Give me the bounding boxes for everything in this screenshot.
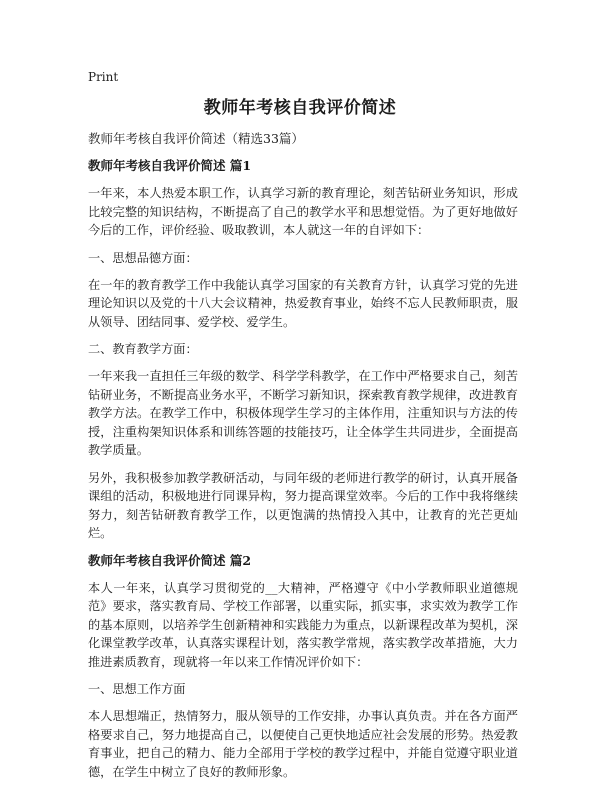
paragraph: 一年来我一直担任三年级的数学、科学学科教学，在工作中严格要求自己，刻苦钻研业务，不断提高业务水平，不断学习新知识，探索教育教学规律，改进教育教学方法。在教学工作中，积极体现学生学习的主体作用，注重知识与方法的传授，注重构架知识体系和训练答题的技能技巧，让全体学生共同进步，全面提高教学质量。 — [88, 369, 518, 457]
paragraph: 本人思想端正，热情努力，服从领导的工作安排，办事认真负责。并在各方面严格要求自己，努力地提高自己，以便使自己更快地适应社会发展的形势。热爱教育事业，把自己的精力、能力全部用于学校的教学过程中，并能自觉遵守职业道德，在学生中树立了良好的教师形象。 — [88, 709, 518, 779]
section-subheading: 二、教育教学方面： — [88, 342, 198, 356]
article-2 — [88, 552, 518, 782]
paragraph: 在一年的教育教学工作中我能认真学习国家的有关教育方针，认真学习党的先进理论知识以及党的十八大会议精神，热爱教育事业，始终不忘人民教师职责，服从领导、团结同事、爱学校、爱学生。 — [88, 277, 518, 329]
page-title: 教师年考核自我评价简述 — [203, 98, 397, 118]
print-link[interactable]: Print — [88, 70, 119, 84]
article-1 — [88, 157, 518, 543]
paragraph: 一年来，本人热爱本职工作，认真学习新的教育理论，刻苦钻研业务知识，形成比较完整的知识结构，不断提高了自己的教学水平和思想觉悟。为了更好地做好今后的工作，评价经验、吸取教训，本人就这一年的自评如下： — [88, 186, 518, 237]
document-subtitle: 教师年考核自我评价简述（精选33篇） — [88, 131, 304, 146]
article-heading: 教师年考核自我评价简述 篇1 — [88, 158, 252, 173]
section-subheading: 一、思想品德方面： — [88, 250, 198, 265]
article-heading: 教师年考核自我评价简述 篇2 — [88, 552, 252, 568]
document-body — [88, 130, 518, 790]
section-subheading: 一、思想工作方面 — [88, 682, 186, 696]
paragraph: 本人一年来，认真学习贯彻党的__大精神，严格遵守《中小学教师职业道德规范》要求，落实教育局、学校工作部署，以重实际，抓实事，求实效为教学工作的基本原则，以培养学生创新精神和实践能力为重点，以新课程改革为契机，深化课堂教学改革，认真落实课程计划，落实教学常规，落实教学改革措施，大力推进素质教育，现就将一年以来工作情况评价如下： — [88, 580, 518, 669]
paragraph: 另外，我积极参加教学教研活动，与同年级的老师进行教学的研讨，认真开展备课组的活动，积极地进行同课异构，努力提高课堂效率。今后的工作中我将继续努力，刻苦钻研教育教学工作，以更饱满的热情投入其中，让教育的光芒更灿烂。 — [88, 470, 518, 540]
